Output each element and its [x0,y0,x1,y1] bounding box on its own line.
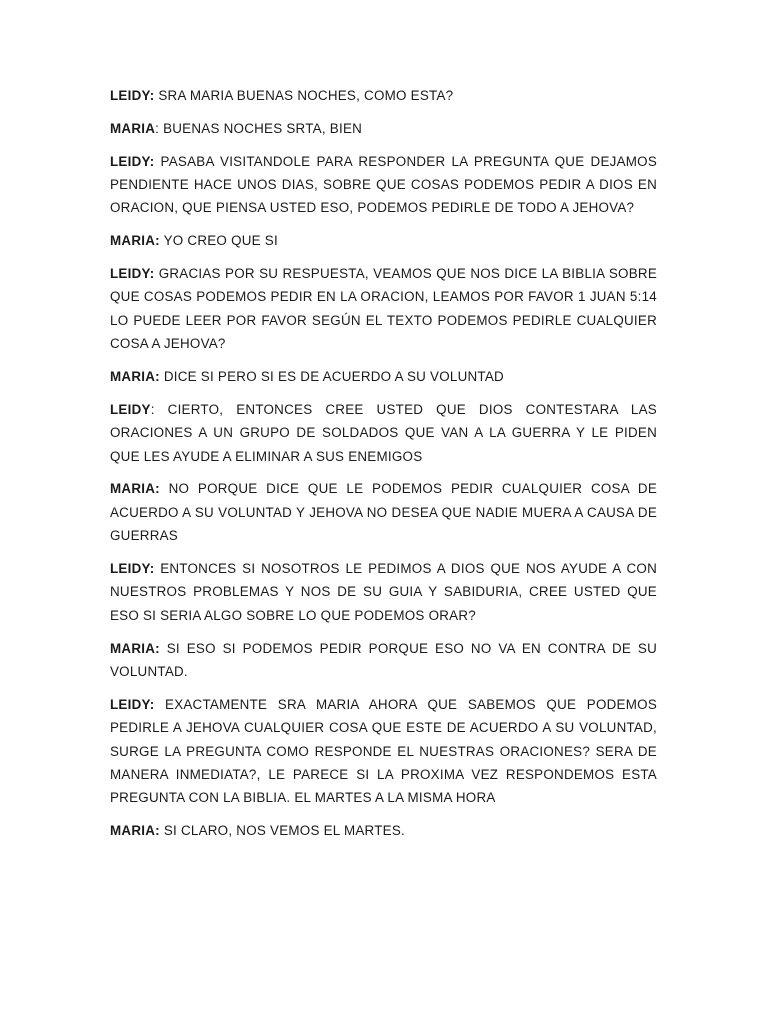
speaker-name: MARIA [110,120,156,136]
dialogue-line [110,229,657,252]
dialogue-line [110,84,657,107]
document-page [110,84,657,852]
speaker-name: LEIDY: [110,153,155,169]
dialogue-line [110,150,657,220]
dialogue-line [110,477,657,547]
dialogue-line [110,557,657,627]
speaker-name: LEIDY: [110,88,155,103]
dialogue-text: : CIERTO, ENTONCES CREE USTED QUE DIOS CONTESTARA LAS ORACIONES A UN GRUPO DE SOLDADOS QUE VAN A LA GUERRA Y LE PIDEN QUE LES AYUDE A ELIMINAR A SUS ENEMIGOS [110,401,657,464]
speaker-name: LEIDY [110,401,151,417]
dialogue-text: YO CREO QUE SI [159,233,278,249]
dialogue-line [110,365,657,388]
speaker-name: LEIDY: [110,561,155,577]
dialogue-text: EXACTAMENTE SRA MARIA AHORA QUE SABEMOS QUE PODEMOS PEDIRLE A JEHOVA CUALQUIER COSA QUE ESTE DE ACUERDO A SU VOLUNTAD, SURGE LA PREGUNTA COMO RESPONDE EL NUESTRAS ORACIONES? SERA DE MANERA INMEDIATA?, LE PARECE SI LA PROXIMA VEZ RESPONDEMOS ESTA PREGUNTA CON LA BIBLIA. EL MARTES A LA MISMA HORA [110,696,657,806]
speaker-name: MARIA: [110,369,160,385]
dialogue-line [110,819,657,842]
dialogue-text: PASABA VISITANDOLE PARA RESPONDER LA PREGUNTA QUE DEJAMOS PENDIENTE HACE UNOS DIAS, SOBRE QUE COSAS PODEMOS PEDIR A DIOS EN ORACION, QUE PIENSA USTED ESO, PODEMOS PEDIRLE DE TODO A JEHOVA? [110,153,657,216]
speaker-name: LEIDY: [110,266,155,281]
dialogue-text: ENTONCES SI NOSOTROS LE PEDIMOS A DIOS QUE NOS AYUDE A CON NUESTROS PROBLEMAS Y NOS DE SU GUIA Y SABIDURIA, CREE USTED QUE ESO SI SERIA ALGO SOBRE LO QUE PODEMOS ORAR? [110,561,657,623]
dialogue-text: SRA MARIA BUENAS NOCHES, COMO ESTA? [154,88,454,103]
dialogue-line [110,693,657,810]
dialogue-line [110,637,657,684]
dialogue-text: : BUENAS NOCHES SRTA, BIEN [155,120,363,136]
speaker-name: MARIA: [110,481,160,497]
speaker-name: MARIA: [110,823,160,839]
dialogue-line [110,117,657,140]
speaker-name: MARIA: [110,233,160,249]
dialogue-text: SI ESO SI PODEMOS PEDIR PORQUE ESO NO VA EN CONTRA DE SU VOLUNTAD. [110,640,657,680]
speaker-name: MARIA: [110,640,160,656]
dialogue-text: DICE SI PERO SI ES DE ACUERDO A SU VOLUNTAD [159,369,504,385]
dialogue-text: NO PORQUE DICE QUE LE PODEMOS PEDIR CUALQUIER COSA DE ACUERDO A SU VOLUNTAD Y JEHOVA NO DESEA QUE NADIE MUERA A CAUSA DE GUERRAS [110,481,657,544]
dialogue-text: SI CLARO, NOS VEMOS EL MARTES. [159,823,405,839]
dialogue-text: GRACIAS POR SU RESPUESTA, VEAMOS QUE NOS DICE LA BIBLIA SOBRE QUE COSAS PODEMOS PEDIR EN LA ORACION, LEAMOS POR FAVOR 1 JUAN 5:14 LO PUEDE LEER POR FAVOR SEGÚN EL TEXTO PODEMOS PEDIRLE CUALQUIER COSA A JEHOVA? [110,266,657,352]
dialogue-line [110,398,657,468]
speaker-name: LEIDY: [110,696,155,712]
dialogue-line [110,262,657,356]
